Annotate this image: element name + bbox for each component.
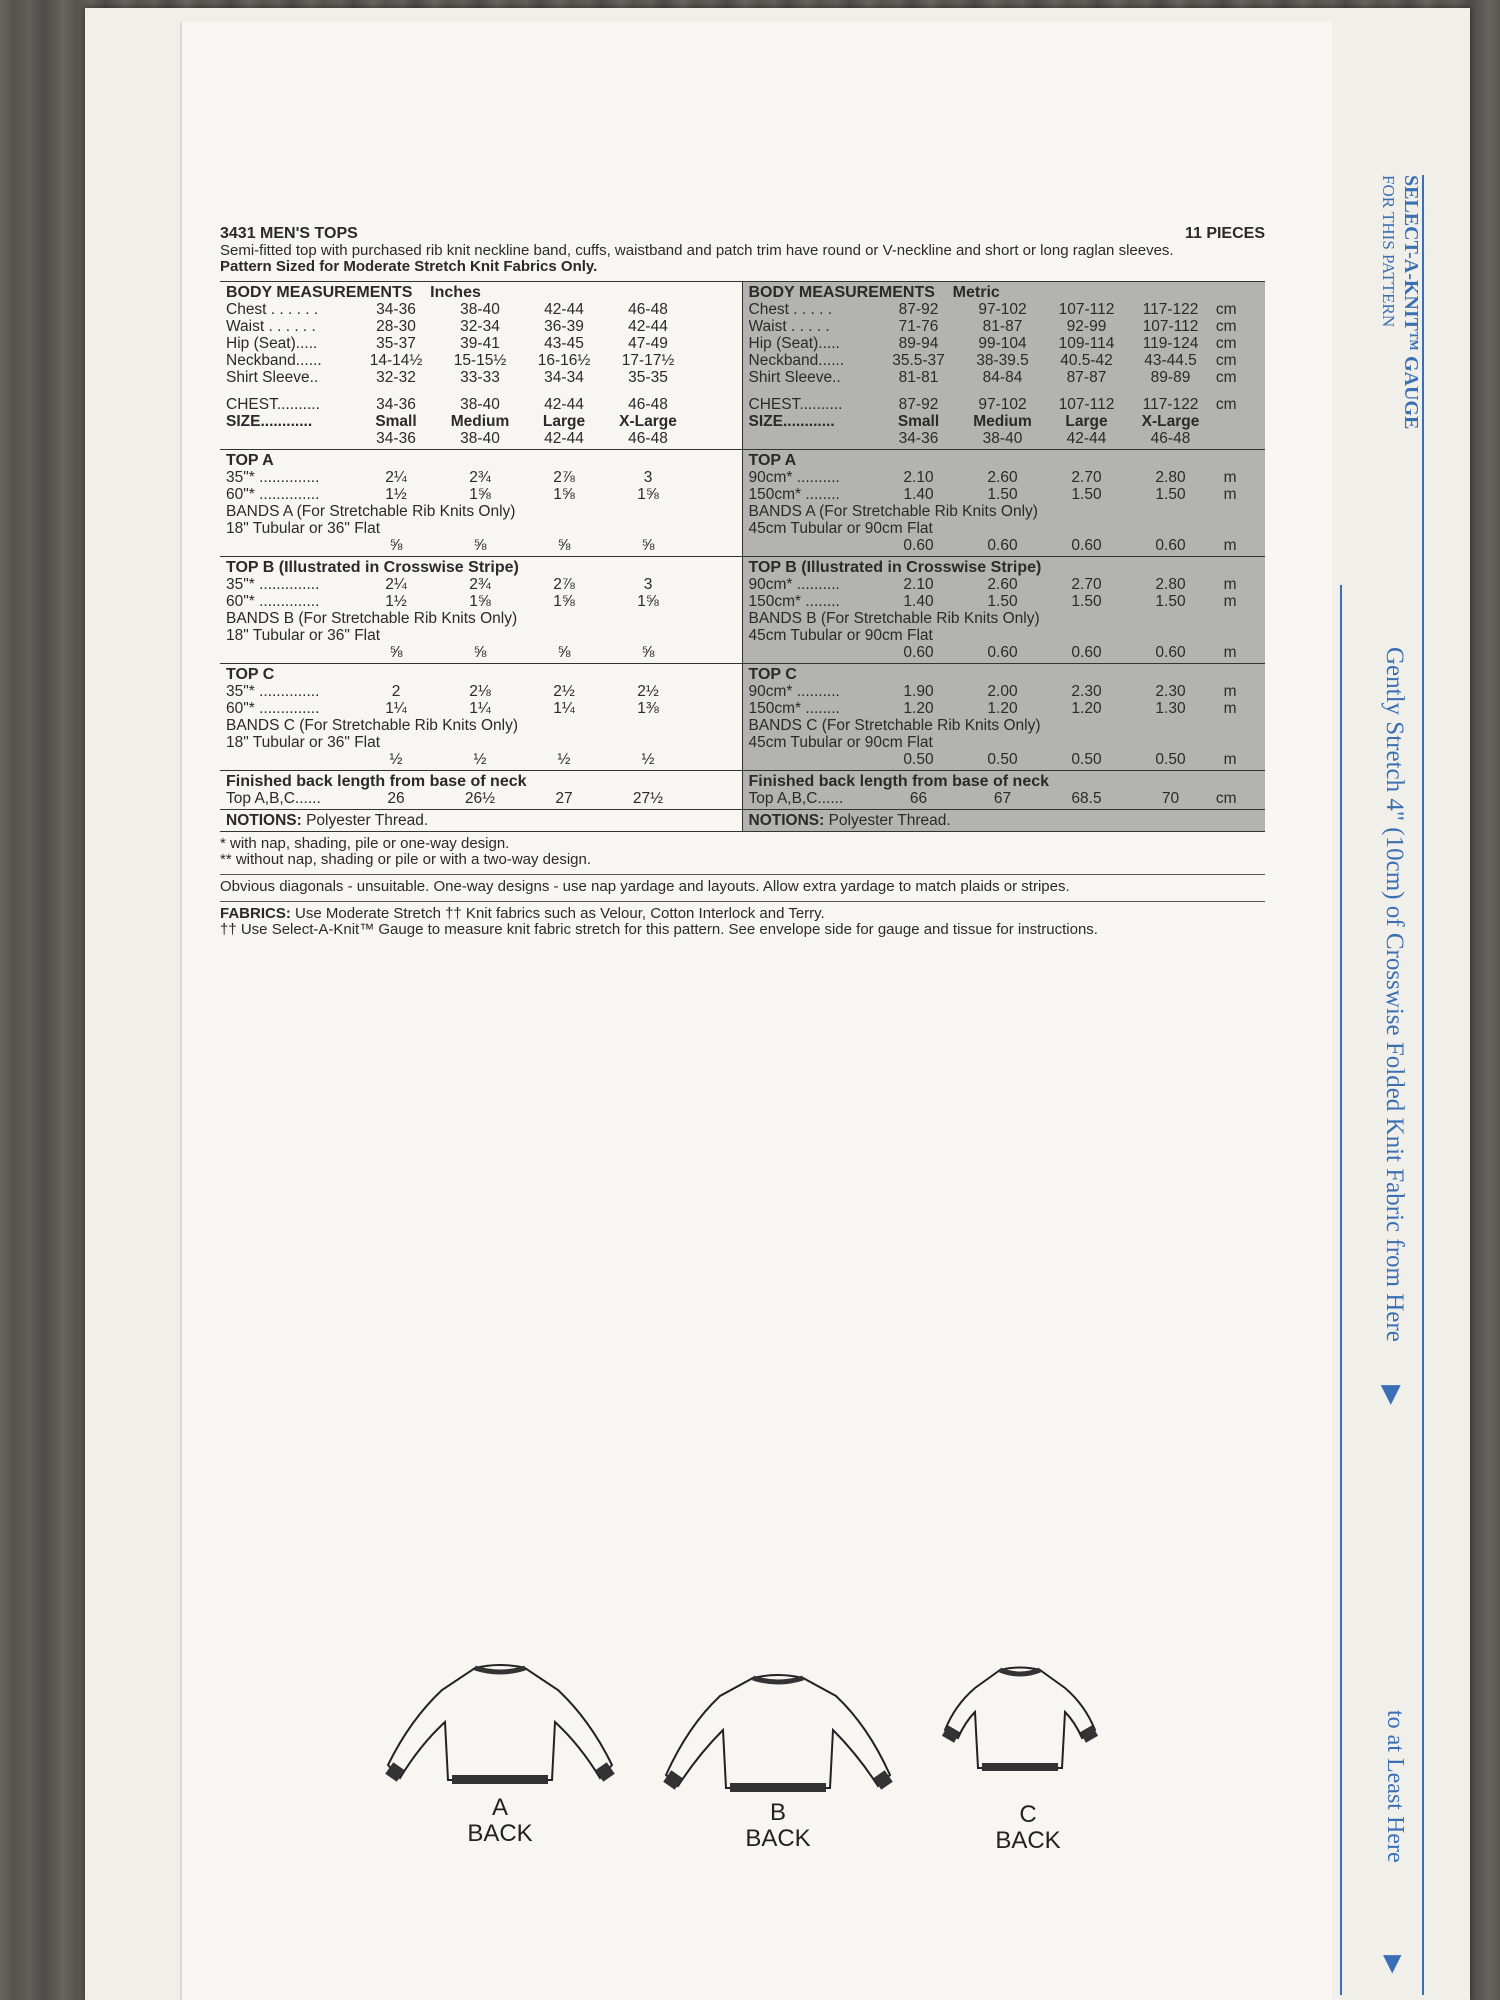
select-a-knit-gauge-strip [1340, 165, 1455, 2000]
without-nap-footnote: ** without nap, shading or pile or with a two-way design. [220, 851, 592, 868]
view-a-label: A BACK [467, 1794, 533, 1847]
inches-unit: Inches [430, 284, 481, 301]
arrow-down-icon: ▶ [1380, 1955, 1407, 1974]
yardage-table [220, 281, 1265, 832]
inches-finished: Finished back length from base of neck Top A,B,C...... 26 26½ 27 27½ [220, 771, 743, 810]
metric-rows [749, 301, 1260, 386]
gauge-note: †† Use Select-A-Knit™ Gauge to measure knit fabric stretch for this pattern. See envelope side for gauge and tissue for instructions. [220, 921, 1098, 938]
top-yardage-section: TOP B (Illustrated in Crosswise Stripe) 35"* .............. 2¼ 2¾ 2⅞ 3 60"* .............. 1½ 1⅝ 1⅝ 1⅝ BANDS B (For Stretchable Rib Knits Only) 18" Tubular or 36" Flat ⅝ ⅝ ⅝ ⅝ [220, 557, 743, 664]
metric-size-row: SIZE............ Small Medium Large X-Large [748, 413, 1200, 430]
fabrics-note: FABRICS: Use Moderate Stretch †† Knit fabrics such as Velour, Cotton Interlock and Terry. [220, 905, 825, 922]
metric-column [743, 282, 1266, 832]
view-c-back-sketch [940, 1660, 1100, 1790]
top-yardage-section: TOP A 90cm* .......... 2.10 2.60 2.70 2.80 m 150cm* ........ 1.40 1.50 1.50 1.50 m BANDS A (For Stretchable Rib Knits Only) 45cm Tubular or 90cm Flat 0.60 0.60 0.60 0.60 m [743, 450, 1266, 557]
gauge-line [1422, 175, 1424, 1995]
view-b-label: B BACK [745, 1799, 811, 1852]
top-yardage-section: TOP C 90cm* .......... 1.90 2.00 2.30 2.30 m 150cm* ........ 1.20 1.20 1.20 1.30 m BANDS C (For Stretchable Rib Knits Only) 45cm Tubular or 90cm Flat 0.50 0.50 0.50 0.50 m [743, 664, 1266, 771]
metric-notions: NOTIONS: Polyester Thread. [743, 810, 1266, 832]
metric-heading: BODY MEASUREMENTS [748, 284, 935, 301]
inches-tops [220, 450, 743, 771]
measurement-row: Waist . . . . . . 28-30 32-34 36-39 42-44 [226, 318, 668, 335]
measurement-row: Shirt Sleeve.. 32-32 33-33 34-34 35-35 [226, 369, 668, 386]
measurement-row: Shirt Sleeve.. 81-81 84-84 87-87 89-89 cm [748, 369, 1237, 386]
pattern-description: Semi-fitted top with purchased rib knit neckline band, cuffs, waistband and patch trim have round or V-neckline and short or long raglan sleeves. [220, 242, 1174, 259]
for-this-pattern: FOR THIS PATTERN [1379, 175, 1398, 328]
inches-size-range-row: 34-36 38-40 42-44 46-48 [376, 430, 668, 447]
inches-heading: BODY MEASUREMENTS [226, 284, 413, 301]
top-yardage-section: TOP B (Illustrated in Crosswise Stripe) 90cm* .......... 2.10 2.60 2.70 2.80 m 150cm* ........ 1.40 1.50 1.50 1.50 m BANDS B (For Stretchable Rib Knits Only) 45cm Tubular or 90cm Flat 0.60 0.60 0.60 0.60 m [743, 557, 1266, 664]
top-yardage-section: TOP A 35"* .............. 2¼ 2¾ 2⅞ 3 60"* .............. 1½ 1⅝ 1⅝ 1⅝ BANDS A (For Stretchable Rib Knits Only) 18" Tubular or 36" Flat ⅝ ⅝ ⅝ ⅝ [220, 450, 743, 557]
metric-chest-row: CHEST.......... 87-92 97-102 107-112 117-122 cm [748, 396, 1237, 413]
measurement-row: Hip (Seat)..... 35-37 39-41 43-45 47-49 [226, 335, 668, 352]
measurement-row: Neckband...... 14-14½ 15-15½ 16-16½ 17-17½ [226, 352, 675, 369]
inches-rows [226, 301, 736, 386]
metric-finished: Finished back length from base of neck Top A,B,C...... 66 67 68.5 70 cm [743, 771, 1266, 810]
top-yardage-section: TOP C 35"* .............. 2 2⅛ 2½ 2½ 60"* .............. 1¼ 1¼ 1¼ 1⅜ BANDS C (For Stretchable Rib Knits Only) 18" Tubular or 36" Flat ½ ½ ½ ½ [220, 664, 743, 771]
measurement-row: Chest . . . . . 87-92 97-102 107-112 117-122 cm [748, 301, 1237, 318]
inches-column [220, 282, 743, 832]
gauge-title: SELECT-A-KNIT™ GAUGE [1400, 175, 1422, 430]
gauge-line [1340, 585, 1342, 1995]
measurement-row: Hip (Seat)..... 89-94 99-104 109-114 119-124 cm [748, 335, 1237, 352]
metric-tops [743, 450, 1266, 771]
measurement-row: Waist . . . . . 71-76 81-87 92-99 107-112 cm [748, 318, 1237, 335]
inches-measurements [220, 282, 743, 450]
metric-size-range-row: 34-36 38-40 42-44 46-48 [898, 430, 1191, 447]
pattern-title: 3431 MEN'S TOPS [220, 225, 358, 242]
nap-footnote: * with nap, shading, pile or one-way design. [220, 835, 510, 852]
inches-chest-row: CHEST.......... 34-36 38-40 42-44 46-48 [226, 396, 668, 413]
inches-notions: NOTIONS: Polyester Thread. [220, 810, 743, 832]
metric-measurements [743, 282, 1266, 450]
metric-unit: Metric [952, 284, 1000, 301]
measurement-row: Chest . . . . . . 34-36 38-40 42-44 46-48 [226, 301, 668, 318]
view-a-back-sketch [380, 1660, 620, 1810]
stretch-instruction: Gently Stretch 4" (10cm) of Crosswise Folded Knit Fabric from Here [1381, 647, 1408, 1342]
least-here-text: to at Least Here [1382, 1710, 1408, 1863]
divider [220, 901, 1265, 902]
pattern-info [220, 225, 1265, 938]
pattern-sized-note: Pattern Sized for Moderate Stretch Knit Fabrics Only. [220, 258, 598, 275]
diagonals-note: Obvious diagonals - unsuitable. One-way designs - use nap yardage and layouts. Allow extra yardage to match plaids or stripes. [220, 878, 1070, 895]
view-b-back-sketch [658, 1660, 898, 1810]
pattern-header [220, 225, 1265, 243]
view-c-label: C BACK [995, 1801, 1061, 1854]
arrow-down-icon: ▶ [1378, 1385, 1408, 1405]
inches-size-row: SIZE............ Small Medium Large X-Large [226, 413, 677, 430]
pieces-count: 11 PIECES [1184, 225, 1265, 242]
measurement-row: Neckband...... 35.5-37 38-39.5 40.5-42 43-44.5 cm [748, 352, 1237, 369]
divider [220, 874, 1265, 875]
